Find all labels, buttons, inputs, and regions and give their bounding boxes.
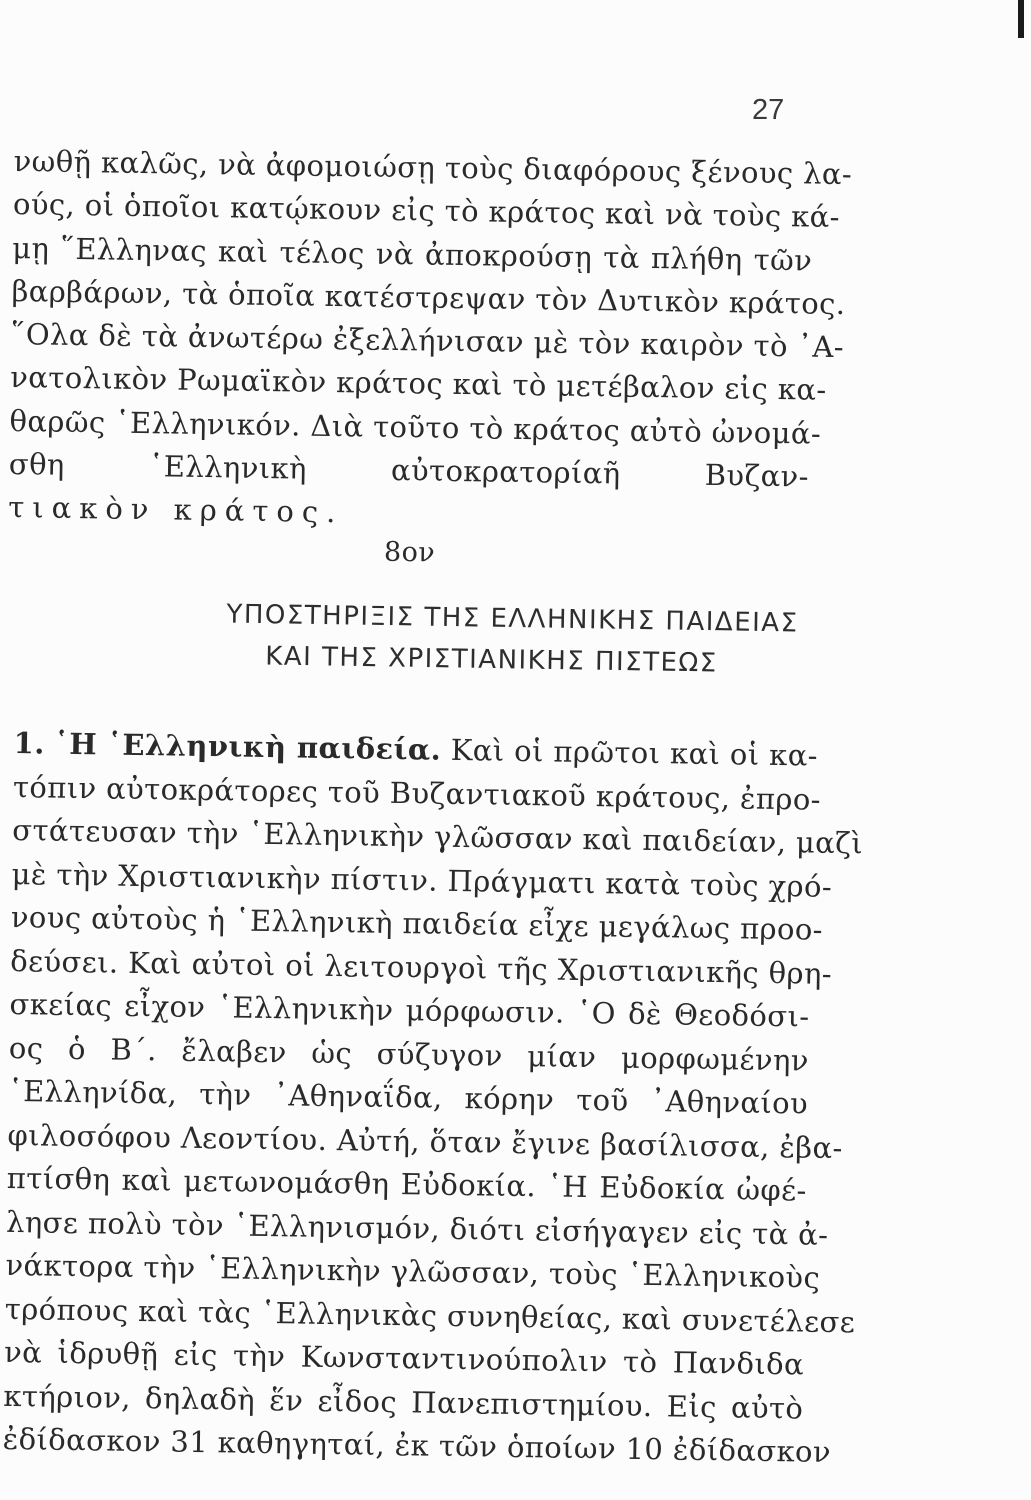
text-line: δεύσει. Καὶ αὐτοὶ οἱ λειτουργοὶ τῆς Χριστιανικῆς θρη-: [9, 943, 833, 991]
subsection-number: 1.: [13, 725, 46, 761]
text-line-spaced: τιακὸν κράτος.: [7, 490, 344, 530]
text-line: ος ὁ Β΄. ἔλαβεν ὡς σύζυγον μίαν μορφωμένην: [8, 1030, 810, 1078]
subsection-first-line-text: Καὶ οἱ πρῶτοι καὶ οἱ κα-: [450, 732, 819, 773]
text-line: πτίσθη καὶ μετωνομάσθη Εὐδοκία. ῾Η Εὐδοκία ὠφέ-: [6, 1160, 808, 1208]
page-number: 27: [752, 94, 785, 126]
text-line: τόπιν αὐτοκράτορες τοῦ Βυζαντιακοῦ κράτους, ἐπρο-: [12, 769, 822, 817]
text-line: βαρβάρων, τὰ ὁποῖα κατέστρεψαν τὸν Δυτικὸν κράτος.: [11, 273, 846, 321]
text-line: νὰ ἱδρυθῇ εἰς τὴν Κωνσταντινούπολιν τὸ Πανδιδα: [3, 1334, 805, 1382]
text-line-spaced: σθη ῾Ελληνικὴ αὐτοκρατορίαῆ Βυζαν-: [8, 447, 810, 494]
text-line: στάτευσαν τὴν ῾Ελληνικὴν γλῶσσαν καὶ παιδείαν, μαζὶ: [12, 812, 864, 861]
paragraph-1: [7, 140, 853, 542]
text-line: φιλοσόφου Λεοντίου. Αὐτή, ὅταν ἔγινε βασίλισσα, ἐβα-: [7, 1117, 843, 1165]
text-line: νους αὐτοὺς ἡ ῾Ελληνικὴ παιδεία εἶχε μεγάλως προο-: [10, 899, 824, 947]
subsection-title: ῾Η ῾Ελληνικὴ παιδεία.: [54, 726, 442, 767]
text-line: λησε πολὺ τὸν ῾Ελληνισμόν, διότι εἰσήγαγεν εἰς τὰ ἀ-: [5, 1204, 829, 1252]
text-line: μὲ τὴν Χριστιανικὴν πίστιν. Πράγματι κατὰ τοὺς χρό-: [11, 856, 833, 904]
text-line: νατολικὸν Ρωμαϊκὸν κράτος καὶ τὸ μετέβαλον εἰς κα-: [10, 360, 827, 408]
text-line: σκείας εἶχον ῾Ελληνικὴν μόρφωσιν. ῾Ο δὲ Θεοδόσι-: [9, 986, 810, 1034]
text-line: μῃ ῞Ελληνας καὶ τέλος νὰ ἀποκρούσῃ τὰ πλήθη τῶν: [12, 230, 813, 278]
text-line: θαρῶς ῾Ελληνικόν. Διὰ τοῦτο τὸ κράτος αὐτὸ ὠνομά-: [9, 403, 822, 451]
text-line: κτήριον, δηλαδὴ ἕν εἶδος Πανεπιστημίου. Εἰς αὐτὸ: [3, 1378, 804, 1425]
paragraph-2: [2, 722, 864, 1474]
text-line: τρόπους καὶ τὰς ῾Ελληνικὰς συνηθείας, καὶ συνετέλεσε: [4, 1291, 856, 1339]
section-heading-line-1: ΥΠΟΣΤΗΡΙΞΙΣ ΤΗΣ ΕΛΛΗΝΙΚΗΣ ΠΑΙΔΕΙΑΣ: [226, 599, 799, 639]
text-line: ῾Ελληνίδα, τὴν ᾿Αθηναΐδα, κόρην τοῦ ᾿Αθηναίου: [7, 1073, 809, 1121]
section-number: 8ον: [383, 536, 436, 569]
section-heading-line-2: ΚΑΙ ΤΗΣ ΧΡΙΣΤΙΑΝΙΚΗΣ ΠΙΣΤΕΩΣ: [265, 641, 718, 679]
text-line: ούς, οἱ ὁποῖοι κατῴκουν εἰς τὸ κράτος καὶ νὰ τοὺς κά-: [12, 187, 841, 235]
text-line: νωθῇ καλῶς, νὰ ἀφομοιώσῃ τοὺς διαφόρους ξένους λα-: [13, 143, 853, 192]
scan-edge-mark: [1018, 0, 1024, 38]
text-line: ἐδίδασκον 31 καθηγηταί, ἐκ τῶν ὁποίων 10 ἐδίδασκον: [2, 1421, 832, 1469]
text-line: νάκτορα τὴν ῾Ελληνικὴν γλῶσσαν, τοὺς ῾Ελληνικοὺς: [5, 1247, 821, 1295]
text-line: ῞Ολα δὲ τὰ ἀνωτέρω ἐξελλήνισαν μὲ τὸν καιρὸν τὸ ᾿Α-: [10, 317, 845, 365]
